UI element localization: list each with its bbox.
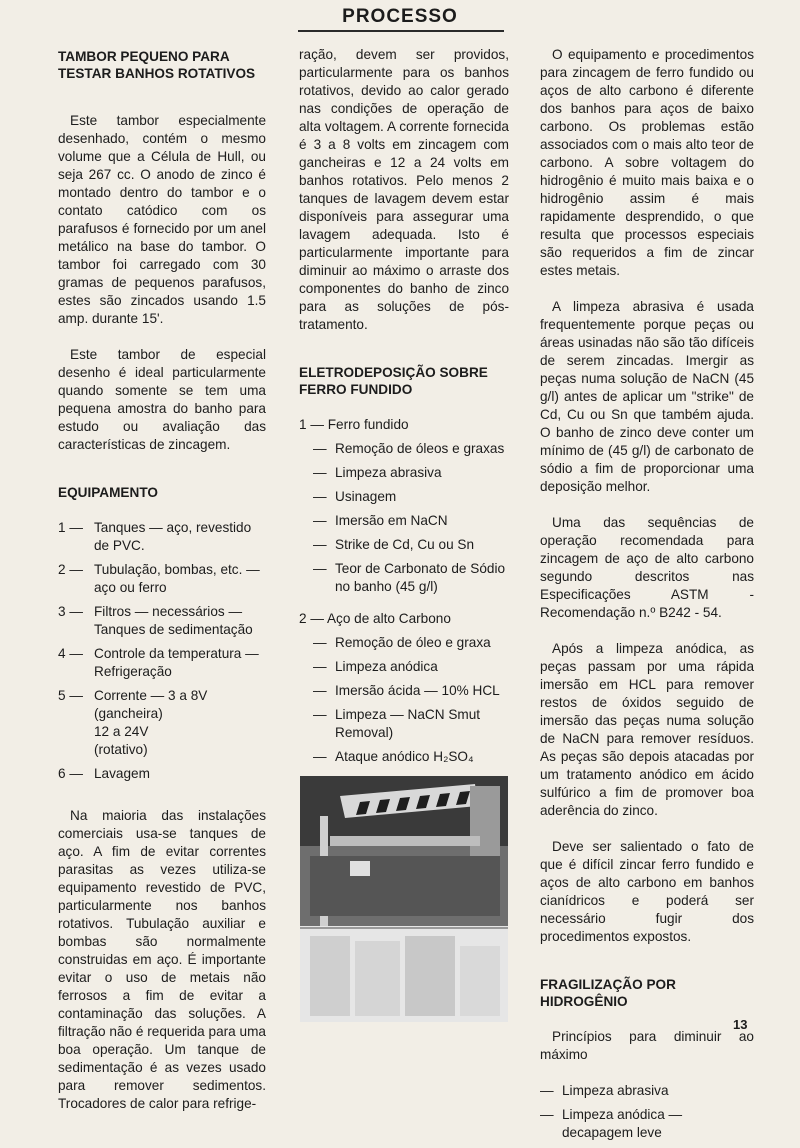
- process-list-aco: [299, 634, 509, 766]
- list-item: [313, 464, 509, 482]
- paragraph: O equipamento e procedimentos para zincagem de ferro fundido ou aços de alto carbono é diferente dos banhos para aços de baixo carbono. Os problemas estão associados com o mais alto teor de carbono. A sobre voltagem do hidrogênio é muito mais baixa e o hidrogênio assim é mais rapidamente desprendido, o que resulta que processos especiais são requeridos a fim de zincar estes metais.: [540, 47, 754, 278]
- list-item: [313, 682, 509, 700]
- list-item: [540, 1082, 754, 1100]
- list-item: [313, 658, 509, 676]
- list-text: Limpeza abrasiva: [562, 1083, 669, 1098]
- dash: —: [313, 537, 327, 552]
- group-title: 2 — Aço de alto Carbono: [299, 611, 451, 626]
- header-rule: [298, 30, 504, 32]
- dash: —: [313, 749, 327, 764]
- page-header: PROCESSO: [342, 6, 458, 27]
- section-heading-fragilizacao: FRAGILIZAÇÃO POR HIDROGÊNIO: [540, 977, 676, 1009]
- list-item: [313, 536, 509, 554]
- dash: —: [313, 683, 327, 698]
- list-item: [313, 560, 509, 596]
- list-item: [58, 645, 266, 681]
- column-3: [540, 46, 754, 1148]
- paragraph: Este tambor de especial desenho é ideal particularmente quando somente se tem uma pequena amostra do banho para estudo ou avaliação das características de zincagem.: [58, 347, 266, 452]
- list-item: [58, 519, 266, 555]
- list-item: [313, 634, 509, 652]
- list-item: [58, 603, 266, 639]
- list-text: Limpeza abrasiva: [335, 465, 442, 480]
- dash: —: [540, 1107, 554, 1122]
- paragraph: Deve ser salientado o fato de que é difícil zincar ferro fundido e aços de alto carbono em banhos cianídricos e poderá ser necessário fugir dos procedimentos expostos.: [540, 839, 754, 944]
- paragraph: Este tambor especialmente desenhado, contém o mesmo volume que a Célula de Hull, ou seja 267 cc. O anodo de zinco é montado dentro do tambor e o contato catódico com os parafusos é fornecido por um anel metálico na base do tambor. O tambor foi carregado com 30 gramas de pequenos parafusos, estes são zincados usando 1.5 amp. durante 15'.: [58, 113, 266, 326]
- section-heading-equipamento: EQUIPAMENTO: [58, 485, 158, 500]
- list-number: 4 —: [58, 646, 83, 661]
- list-number: 2 —: [58, 562, 83, 577]
- list-number: 5 —: [58, 688, 83, 703]
- dash: —: [313, 635, 327, 650]
- list-text: Remoção de óleos e graxas: [335, 441, 505, 456]
- list-text: Strike de Cd, Cu ou Sn: [335, 537, 475, 552]
- list-item: [313, 512, 509, 530]
- list-text: Ataque anódico H₂SO₄: [335, 749, 474, 764]
- dash: —: [313, 489, 327, 504]
- paragraph: A limpeza abrasiva é usada frequentemente porque peças ou áreas usinadas não são tão difíceis de serem zincadas. Imergir as peças numa solução de NaCN (45 g/l) antes de aplicar um "strike" de Cd, Cu ou Sn que também ajuda. O banho de zinco deve conter um mínimo de (45 g/l) de carbonato de sódio a fim de proporcionar uma deposição melhor.: [540, 299, 754, 494]
- list-text: Imersão em NaCN: [335, 513, 448, 528]
- paragraph: Após a limpeza anódica, as peças passam por uma rápida imersão em HCL para remover restos de óxidos seguido de imersão das peças numa solução de NaCN para remover resíduos. As peças são depois atacadas por um tratamento anódico em ácido sulfúrico a fim de promover boa aderência do zinco.: [540, 641, 754, 818]
- page-number: 13: [733, 1017, 748, 1032]
- list-text: Teor de Carbonato de Sódio no banho (45 g/l): [335, 561, 506, 594]
- list-item: [313, 488, 509, 506]
- list-text: Limpeza — NaCN Smut Removal): [335, 707, 481, 740]
- list-text: Tubulação, bombas, etc. — aço ou ferro: [94, 562, 260, 595]
- list-number: 3 —: [58, 604, 83, 619]
- list-text: Limpeza anódica — decapagem leve: [562, 1107, 683, 1140]
- list-text: Limpeza anódica: [335, 659, 438, 674]
- column-1: [58, 48, 266, 1113]
- list-item: [58, 765, 266, 783]
- column-2: [299, 46, 509, 772]
- list-item: [540, 1106, 754, 1142]
- list-item: [313, 706, 509, 742]
- dash: —: [313, 659, 327, 674]
- paragraph: ração, devem ser providos, particularmente para os banhos rotativos, devido ao calor gerado nas condições de operação de alta voltagem. A corrente fornecida é 3 a 8 volts em zincagem com gancheiras e 12 a 24 volts em banhos rotativos. Pelo menos 2 tanques de lavagem devem estar disponíveis para assegurar uma lavagem adequada. Isto é particularmente importante para diminuir ao máximo o arraste dos componentes do banho de zinco para as soluções de pós-tratamento.: [299, 47, 509, 332]
- list-item: [58, 687, 266, 759]
- dash: —: [313, 465, 327, 480]
- hydrogen-list: [540, 1082, 754, 1142]
- dash: —: [540, 1083, 554, 1098]
- list-number: 6 —: [58, 766, 83, 781]
- list-text: Usinagem: [335, 489, 397, 504]
- list-text: Corrente — 3 a 8V (gancheira) 12 a 24V (rotativo): [94, 688, 208, 757]
- paragraph: Princípios para diminuir ao máximo: [540, 1029, 754, 1062]
- group-title: 1 — Ferro fundido: [299, 417, 409, 432]
- equipment-photo: [300, 776, 508, 1022]
- section-heading-tambor: TAMBOR PEQUENO PARA TESTAR BANHOS ROTATIVOS: [58, 49, 256, 81]
- list-text: Remoção de óleo e graxa: [335, 635, 491, 650]
- list-text: Imersão ácida — 10% HCL: [335, 683, 500, 698]
- dash: —: [313, 441, 327, 456]
- list-text: Filtros — necessários — Tanques de sedimentação: [94, 604, 253, 637]
- list-text: Lavagem: [94, 766, 150, 781]
- paragraph: Uma das sequências de operação recomendada para zincagem de aço de alto carbono segundo descritos nas Especificações ASTM - Recomendação n.º B242 - 54.: [540, 515, 754, 620]
- dash: —: [313, 561, 327, 576]
- list-text: Tanques — aço, revestido de PVC.: [94, 520, 252, 553]
- list-item: [313, 440, 509, 458]
- paragraph: Na maioria das instalações comerciais usa-se tanques de aço. A fim de evitar correntes parasitas as vezes utiliza-se equipamento revestido de PVC, particularmente nos banhos rotativos. Tubulação auxiliar e bombas são normalmente construidas em aço. É importante evitar o uso de metais não ferrosos a fim de evitar a contaminação das soluções. A filtração não é requerida para uma boa operação. Um tanque de sedimentação é as vezes usado para remover sedimentos. Trocadores de calor para refrige-: [58, 808, 266, 1111]
- dash: —: [313, 513, 327, 528]
- equipment-list: [58, 519, 266, 783]
- list-number: 1 —: [58, 520, 83, 535]
- list-text: Controle da temperatura — Refrigeração: [94, 646, 259, 679]
- section-heading-eletrodeposicao: ELETRODEPOSIÇÃO SOBRE FERRO FUNDIDO: [299, 365, 488, 397]
- list-item: [58, 561, 266, 597]
- dash: —: [313, 707, 327, 722]
- list-item: [313, 748, 509, 766]
- process-list-ferro: [299, 440, 509, 596]
